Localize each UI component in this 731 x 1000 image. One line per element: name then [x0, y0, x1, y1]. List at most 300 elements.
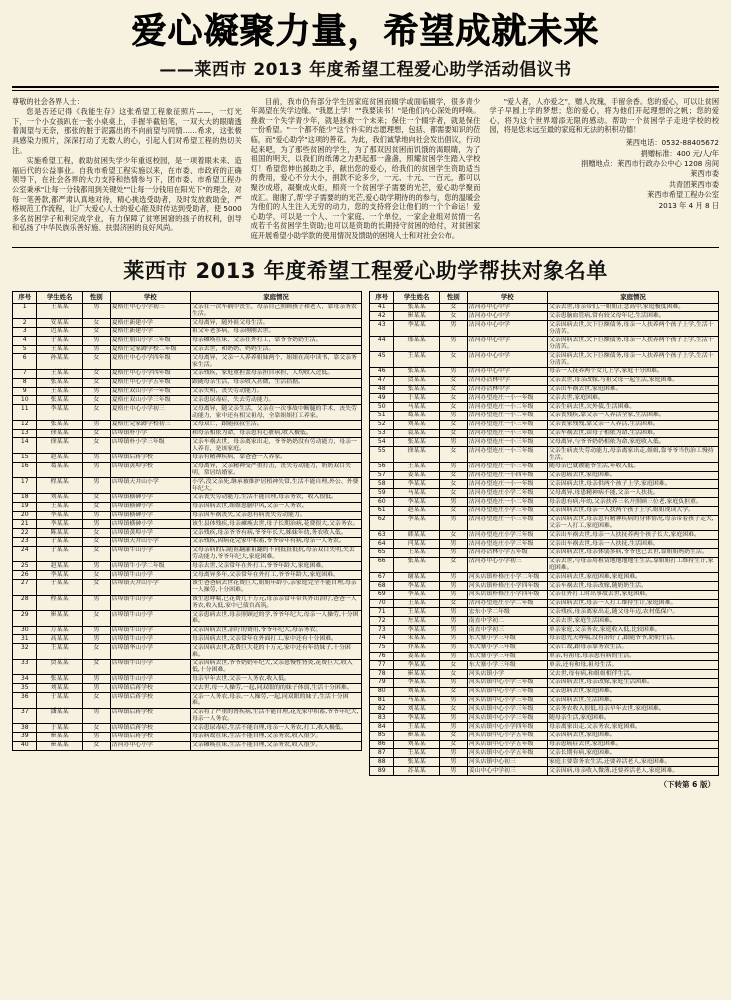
cell-no: 55: [370, 447, 394, 463]
cell-school: 店埠镇横砷小学: [110, 511, 190, 520]
cell-school: 夏格庄完家蹲学校二年级: [110, 345, 190, 354]
cell-school: 沽河办望连庄小学三年级: [467, 540, 547, 549]
cell-name: 王某某: [37, 387, 82, 396]
cell-name: 程某某: [37, 478, 82, 494]
cell-name: 崔某某: [394, 670, 439, 679]
cell-no: 59: [370, 489, 394, 498]
cell-no: 61: [370, 506, 394, 515]
cell-family: 父亲长期有病,家庭困难。: [547, 749, 718, 758]
cell-family: 父亲因病,母亲收入微薄,还要养活老人,家庭困难。: [547, 767, 718, 776]
table-row: [370, 506, 719, 515]
cell-sex: 女: [439, 403, 467, 412]
cell-sex: 女: [82, 493, 110, 502]
cell-sex: 男: [439, 582, 467, 591]
cell-school: 南直中学初二: [467, 617, 547, 626]
cell-no: 67: [370, 573, 394, 582]
cell-no: 48: [370, 385, 394, 394]
cell-no: 76: [370, 652, 394, 661]
cell-school: 店埠镇后蒋学校: [110, 453, 190, 462]
col-header-no: 序号: [370, 292, 394, 303]
cell-no: 16: [13, 462, 37, 478]
cell-name: 安某某: [37, 319, 82, 328]
cell-name: 李某某: [394, 498, 439, 507]
cell-name: 张某某: [37, 675, 82, 684]
article-salutation: 尊敬的社会各界人士：: [12, 96, 84, 106]
table-row: [13, 741, 362, 750]
cell-sex: 女: [82, 644, 110, 660]
cell-family: 父亲将了严重的肾疾病,生活不能自理,花光家中积蓄,爷爷年纪大,母亲一人务农。: [190, 708, 361, 724]
cell-name: 张某某: [394, 438, 439, 447]
cell-name: 马某某: [394, 403, 439, 412]
cell-name: 姜某某: [394, 471, 439, 480]
cell-family: 母亲有精神疾病，靠爸爸一人养家。: [190, 453, 361, 462]
cell-no: 14: [13, 438, 37, 454]
cell-school: 沽河办沽林小学五年级: [467, 548, 547, 557]
article-paragraph: 您是否还记得《我能生存》这张希望工程象征照片——，一灯光下，一个小女孩趴在一张小桌桌上，手握半截铅笔，一双大大的眼睛透着渴望与无奈，那张的脏于泥露出的不向前望与同情……希求，这张极具感染力照片，深深打动了无数人的心，引起人们对希望工程的热切关注。: [12, 107, 242, 155]
cell-school: 沽河办望连庄一小一年级: [467, 394, 547, 403]
cell-name: 李某某: [37, 511, 82, 520]
cell-sex: 男: [439, 573, 467, 582]
cell-school: 店埠镇牛山小学: [110, 626, 190, 635]
cell-name: 邢某某: [394, 336, 439, 352]
cell-name: 徐某某: [37, 438, 82, 454]
cell-name: 马某某: [394, 489, 439, 498]
cell-name: 张某某: [394, 367, 439, 376]
table-left-wrapper: [12, 291, 362, 775]
table-row: [13, 429, 362, 438]
col-header-school: 学校: [110, 292, 190, 303]
cell-family: 该生县体残疾,母亲瘫痪去世,母子长期治病,花费很大,父亲务农。: [190, 520, 361, 529]
cell-no: 73: [370, 626, 394, 635]
cell-name: 张某某: [37, 378, 82, 387]
cell-sex: 女: [439, 447, 467, 463]
cell-name: 刘某某: [394, 740, 439, 749]
cell-family: 母亲瘫痪在床，父亲在外打工，靠爷爷奶奶生活。: [190, 336, 361, 345]
table-row: [370, 420, 719, 429]
cell-name: 潘某某: [37, 708, 82, 724]
cell-family: 父亲去世,家庭困难。: [547, 394, 718, 403]
cell-sex: 男: [439, 696, 467, 705]
cell-family: 父去世,母有病,和姐姐相伴生活。: [547, 670, 718, 679]
table-row: [370, 471, 719, 480]
name-list-table-left: [12, 291, 362, 750]
cell-name: 刘某某: [37, 684, 82, 693]
cell-family: 父母双亡，跟随叔叔生活。: [190, 420, 361, 429]
cell-sex: 男: [82, 511, 110, 520]
cell-no: 33: [13, 659, 37, 675]
cell-sex: 男: [439, 626, 467, 635]
cell-name: 刘某某: [394, 420, 439, 429]
cell-no: 13: [13, 429, 37, 438]
cell-no: 17: [13, 478, 37, 494]
cell-school: 夏格庄完家蹲学校初三: [110, 420, 190, 429]
cell-family: 父亲出车祸去世,母亲一人扶抚养两个孩子长大,家庭困难。: [547, 531, 718, 540]
cell-school: 沽河办望连庄一小三年级: [467, 462, 547, 471]
cell-family: 父亲因病去世,母亲一人扶两个孩子上学,姐姐现读大学。: [547, 506, 718, 515]
cell-school: 河头店镇中心小学四年级: [467, 723, 547, 732]
cell-family: 父亲因病去世,母亲供两个孩子上学,家庭困难。: [547, 480, 718, 489]
article-signature: [489, 138, 719, 211]
table-row: [13, 635, 362, 644]
table-row: [370, 447, 719, 463]
cell-sex: 男: [439, 643, 467, 652]
cell-family: 单亲家庭,父亲务农,家庭收入低,比较困难。: [547, 626, 718, 635]
cell-name: 李某某: [394, 582, 439, 591]
cell-name: 宋某某: [394, 634, 439, 643]
table-row: [13, 502, 362, 511]
cell-school: 店埠镇天井山小学: [110, 537, 190, 546]
cell-no: 83: [370, 714, 394, 723]
cell-family: 家庭主要靠务农生活,还要养活老人,家庭困难。: [547, 758, 718, 767]
cell-name: 赵某某: [37, 562, 82, 571]
table-row: [370, 758, 719, 767]
table-row: [13, 562, 362, 571]
cell-sex: 女: [82, 724, 110, 733]
cell-sex: 男: [82, 562, 110, 571]
cell-sex: 男: [439, 515, 467, 531]
cell-school: 沽河办中心小学初三: [467, 557, 547, 573]
cell-school: 店埠镇横砷小学: [110, 520, 190, 529]
cell-school: 沽河办中心中学: [467, 367, 547, 376]
cell-sex: 女: [82, 319, 110, 328]
signature-org-2: 共青团莱西市委: [668, 179, 720, 189]
cell-name: 于某某: [37, 336, 82, 345]
cell-school: 东大寨小学三年级: [467, 661, 547, 670]
cell-sex: 男: [82, 478, 110, 494]
table-row: [370, 548, 719, 557]
table-row: [370, 687, 719, 696]
cell-sex: 男: [82, 420, 110, 429]
cell-school: 沽河办望连庄小学二年级: [467, 489, 547, 498]
cell-family: 父去世,母一人操劳,一起,同双眼的的妹子体弱,生活十分困难。: [190, 684, 361, 693]
cell-no: 84: [370, 723, 394, 732]
cell-sex: 女: [439, 740, 467, 749]
cell-name: 贺某某: [394, 376, 439, 385]
cell-name: 赵某某: [394, 506, 439, 515]
cell-name: 葛某某: [394, 411, 439, 420]
table-row: [13, 546, 362, 562]
cell-sex: 女: [439, 705, 467, 714]
cell-name: 李某某: [37, 571, 82, 580]
cell-family: 母亲去世,父亲常年在外打工,爷爷年龄大,家庭困难。: [190, 562, 361, 571]
cell-sex: 女: [439, 506, 467, 515]
cell-family: 母亲一人抚养两个女儿上学,家庭十分困难。: [547, 367, 718, 376]
cell-family: 父亲亡故,跟母亲靠务农生活。: [547, 643, 718, 652]
table-row: [13, 378, 362, 387]
cell-no: 71: [370, 608, 394, 617]
cell-family: 父亲因病去世,生活困难。: [547, 696, 718, 705]
cell-sex: 女: [439, 312, 467, 321]
signature-date: 2013 年 4 月 8 日: [658, 200, 720, 210]
cell-name: 赵某某: [37, 453, 82, 462]
cell-no: 45: [370, 352, 394, 368]
cell-no: 35: [13, 684, 37, 693]
cell-sex: 女: [439, 385, 467, 394]
cell-name: 迟某某: [37, 327, 82, 336]
cell-family: 随母亲巴就被能爷生活,年收入低。: [547, 462, 718, 471]
page-subheadline: ——莱西市 2013 年度希望工程爱心助学活动倡议书: [159, 59, 572, 80]
cell-no: 42: [370, 312, 394, 321]
cell-sex: 女: [439, 429, 467, 438]
cell-name: 张某某: [394, 758, 439, 767]
cell-family: 父亲去世,母亲带们,一姐姐正念高中,家庭极度困难。: [547, 303, 718, 312]
cell-sex: 女: [82, 546, 110, 562]
cell-family: 父亲患脑血管病,常有较父母年记,生活困难。: [547, 312, 718, 321]
cell-family: 父亲因病去世,母亲改嫁,家庭生活困难。: [547, 678, 718, 687]
table-row: [13, 684, 362, 693]
cell-name: 孙某某: [37, 354, 82, 370]
cell-name: 王某某: [37, 369, 82, 378]
table-row: [370, 652, 719, 661]
cell-name: 高某某: [37, 635, 82, 644]
table-row: [13, 336, 362, 345]
cell-no: 65: [370, 548, 394, 557]
cell-sex: 女: [82, 741, 110, 750]
cell-school: 店埠镇天井山小学: [110, 579, 190, 595]
table-row: [13, 659, 362, 675]
cell-name: 徐某某: [394, 447, 439, 463]
cell-sex: 男: [439, 336, 467, 352]
cell-family: 父亲因病去世,母亲一人打工维持生计,家庭困难。: [547, 599, 718, 608]
table-row: [13, 453, 362, 462]
cell-name: 李某某: [394, 714, 439, 723]
table-right-wrapper: [369, 291, 719, 775]
cell-sex: 男: [82, 462, 110, 478]
cell-sex: 男: [439, 438, 467, 447]
article-column-1: [12, 97, 242, 242]
cell-no: 89: [370, 767, 394, 776]
cell-family: 父母离异，随父亲生活，父亲在一次事故中断腿的手术，丧失劳动能力，家中还有相父祖母，全靠姐姐打工养家。: [190, 405, 361, 421]
table-row: [370, 385, 719, 394]
cell-no: 37: [13, 708, 37, 724]
cell-family: 父亲残疾,母亲离家出走,随父母年迈,农村低保户。: [547, 608, 718, 617]
cell-sex: 女: [439, 731, 467, 740]
cell-no: 15: [13, 453, 37, 462]
cell-no: 27: [13, 579, 37, 595]
cell-no: 50: [370, 403, 394, 412]
cell-school: 夏格庄双山小学三年级: [110, 396, 190, 405]
cell-family: 小学,没父亲死,继承被维护居植神失常,生活不能自理,外公、外婆年纪大。: [190, 478, 361, 494]
cell-no: 86: [370, 740, 394, 749]
cell-no: 22: [13, 529, 37, 538]
cell-sex: 男: [82, 626, 110, 635]
table-header-row: [13, 292, 362, 303]
cell-name: 李某某: [394, 590, 439, 599]
cell-no: 72: [370, 617, 394, 626]
table-row: [13, 420, 362, 429]
cell-school: 店埠镇牛山小学: [110, 571, 190, 580]
cell-sex: 女: [82, 693, 110, 709]
cell-sex: 女: [439, 420, 467, 429]
list-title: 莱西市 2013 年度希望工程爱心助学帮扶对象名单: [123, 259, 608, 284]
cell-school: 沽河办望连庄小学三年级: [467, 531, 547, 540]
cell-family: 父亲患尿毒症，失去劳动能力。: [190, 396, 361, 405]
cell-name: 刘某某: [37, 493, 82, 502]
signature-org-1: 莱西市委: [690, 169, 720, 179]
cell-sex: 女: [82, 438, 110, 454]
cell-name: 左某某: [394, 617, 439, 626]
table-row: [13, 462, 362, 478]
cell-school: 河头店镇朴格庄小学四年级: [467, 590, 547, 599]
cell-name: 李某某: [394, 480, 439, 489]
cell-sex: 男: [439, 367, 467, 376]
cell-name: 于某某: [37, 693, 82, 709]
cell-family: 父亲车祸去世，母亲离家出走，爷爷奶奶没有劳动能力，母亲一人养育，是该家庭。: [190, 438, 361, 454]
cell-no: 32: [13, 644, 37, 660]
table-row: [13, 345, 362, 354]
cell-sex: 男: [439, 723, 467, 732]
cell-school: 沽河办中心中学: [467, 303, 547, 312]
table-row: [13, 369, 362, 378]
cell-no: 87: [370, 749, 394, 758]
cell-school: 沽河办望连庄一小三年级: [467, 420, 547, 429]
table-row: [370, 557, 719, 573]
cell-family: 母亲离家出走,父亲务农,家庭困难。: [547, 723, 718, 732]
cell-sex: 男: [439, 540, 467, 549]
cell-family: 父亲残疾,因病花完家中积蓄,爷爷带年有病,母亲一人务农。: [190, 537, 361, 546]
article-contact: [489, 138, 719, 169]
cell-school: 店埠镇牛山小学: [110, 659, 190, 675]
table-row: [13, 611, 362, 627]
cell-family: 单亲,还有和母,祖母生活。: [547, 661, 718, 670]
cell-name: 谢某某: [394, 573, 439, 582]
cell-school: 河头店镇中心小学三年级: [467, 678, 547, 687]
page-headline: 爱心凝聚力量，希望成就未来: [131, 12, 600, 52]
table-row: [13, 732, 362, 741]
cell-sex: 男: [82, 453, 110, 462]
cell-family: 母亲因病去世,父亲常年在外面打工,家中还有十分困难。: [190, 635, 361, 644]
cell-sex: 男: [439, 411, 467, 420]
cell-no: 26: [13, 571, 37, 580]
cell-family: 父亲因病去世,治疗的费用,爷爷年纪大,母亲务农。: [190, 626, 361, 635]
table-row: [370, 661, 719, 670]
cell-school: 沽河办望连庄一小三年级: [467, 447, 547, 463]
cell-family: 父母离异,母患精神病不能,父亲一人扶抚。: [547, 489, 718, 498]
cell-family: 父亲因病去世,家庭困难。: [547, 731, 718, 740]
table-row: [13, 626, 362, 635]
article-bottom-divider: [12, 247, 719, 248]
table-row: [370, 767, 719, 776]
cell-school: 河头店镇中心小学三年级: [467, 696, 547, 705]
cell-no: 11: [13, 405, 37, 421]
cell-name: 张某某: [394, 557, 439, 573]
cell-no: 39: [13, 732, 37, 741]
cell-no: 7: [13, 369, 37, 378]
cell-school: 沽河办望连庄一小三年级: [467, 515, 547, 531]
cell-family: 母亲患先天哮喘,没有治好了,跟随爷爷,奶奶生活。: [547, 634, 718, 643]
cell-no: 69: [370, 590, 394, 599]
cell-school: 河头店镇朴格庄小学四年级: [467, 582, 547, 591]
cell-sex: 女: [439, 599, 467, 608]
col-header-school: 学校: [467, 292, 547, 303]
cell-family: 父母离异，父亲一人养养姐妹两个，姐姐在高中读书，靠父亲务家生活。: [190, 354, 361, 370]
cell-school: 东大寨小学三年级: [467, 652, 547, 661]
cell-family: 父亲残疾，家庭重担盖母亲担自承担，人均收入过低。: [190, 369, 361, 378]
cell-no: 46: [370, 367, 394, 376]
cell-no: 12: [13, 420, 37, 429]
cell-family: 母亲早年去世,父亲一人务农,收入低。: [190, 675, 361, 684]
table-row: [370, 599, 719, 608]
table-row: [370, 573, 719, 582]
cell-no: 10: [13, 396, 37, 405]
contact-standard: 捐赠标准：400 元/人/年: [640, 148, 720, 158]
cell-sex: 女: [439, 489, 467, 498]
cell-family: 父亲生病去世,欠外债,生活困难。: [547, 403, 718, 412]
cell-name: 于某某: [37, 579, 82, 595]
cell-school: 沽河办望连庄一小二年级: [467, 411, 547, 420]
table-row: [370, 429, 719, 438]
cell-name: 乔某某: [394, 643, 439, 652]
table-row: [370, 634, 719, 643]
cell-school: 河头店镇中心初三: [467, 758, 547, 767]
article-paragraph: 实施希望工程，救助贫困失学少年重返校园，是一项着眼未来、造福后代的公益事业。自我市希望工程实施以来，在市委、市政府的正确领导下，在社会各界的大力支持和热情参与下，团市委、市希望工程办公室秉承"让每一分钱都用到关键处""让每一分钱用在阳光下"的理念，对每一笔善款,都严肃认真地对待，精心挑选受助者，及时发放救助金，严格规范工作流程，让广大爱心人士的爱心能及时传达到受助者，使 5000 多名贫困学子和利完成学业，有力保障了贫寒困窘的孩子的权利，创导和弘扬了中华民族乐善好施、扶弱济困的良好风尚。: [12, 156, 242, 233]
table-row: [13, 675, 362, 684]
table-row: [13, 693, 362, 709]
table-row: [13, 708, 362, 724]
cell-school: 店埠镇牛山小学: [110, 595, 190, 611]
cell-school: 沽河办中心中学: [467, 321, 547, 337]
cell-sex: 女: [82, 378, 110, 387]
cell-school: 沽河办望连庄一小四年级: [467, 471, 547, 480]
cell-name: 张某某: [394, 303, 439, 312]
cell-name: 王某某: [37, 644, 82, 660]
cell-school: 河头店镇小学: [467, 670, 547, 679]
cell-no: 38: [13, 724, 37, 733]
cell-school: 店埠镇后蒋学校: [110, 708, 190, 724]
cell-family: 该生爸爸病去世花费巨大,姐姐年龄小,亲家庭完全不能自理,母亲一人操劳,十分困难。: [190, 579, 361, 595]
cell-sex: 男: [82, 708, 110, 724]
cell-name: 崔某某: [394, 731, 439, 740]
cell-school: 店埠镇牛山小学: [110, 546, 190, 562]
cell-family: 父亲因病去世,母亲患有精神疾病的身体情况,母亲带着孩子走夫,父亲一人打工,家庭困难。: [547, 515, 718, 531]
cell-school: 河头店镇中心小学三年级: [467, 714, 547, 723]
cell-sex: 女: [439, 531, 467, 540]
cell-school: 沽河办望连庄一小二年级: [467, 498, 547, 507]
cell-name: 李某某: [394, 661, 439, 670]
cell-sex: 女: [82, 396, 110, 405]
cell-name: 崔某某: [37, 611, 82, 627]
cell-school: 沽河办望连庄一小一年级: [467, 480, 547, 489]
cell-no: 60: [370, 498, 394, 507]
cell-name: 苏某某: [394, 767, 439, 776]
cell-no: 36: [13, 693, 37, 709]
table-row: [370, 749, 719, 758]
cell-sex: 男: [439, 678, 467, 687]
cell-family: 父亲患病去世,母亲照顾过的学,爷爷年纪大,母亲一人操劳,十分困难。: [190, 611, 361, 627]
table-row: [13, 327, 362, 336]
cell-sex: 男: [439, 767, 467, 776]
cell-school: 沽河办沽林中学: [467, 376, 547, 385]
cell-no: 34: [13, 675, 37, 684]
cell-school: 沽河办沽林中学: [467, 385, 547, 394]
name-list-table-right: [369, 291, 719, 775]
table-row: [370, 480, 719, 489]
cell-school: 东大寨小学三年级: [467, 634, 547, 643]
cell-name: 程某某: [37, 595, 82, 611]
table-header-row: [370, 292, 719, 303]
cell-school: 河头店镇朴格庄小学二年级: [467, 573, 547, 582]
table-row: [370, 462, 719, 471]
cell-name: 王某某: [394, 599, 439, 608]
cell-no: 75: [370, 643, 394, 652]
cell-name: 于某某: [394, 394, 439, 403]
cell-sex: 女: [82, 611, 110, 627]
cell-school: 夏格庄双山小学一年级: [110, 387, 190, 396]
table-row: [370, 590, 719, 599]
cell-no: 54: [370, 438, 394, 447]
cell-no: 58: [370, 480, 394, 489]
cell-family: 父亲因病去世,母亲体弱多病,爷爷也已去世,靠姐姐妈奶生活。: [547, 548, 718, 557]
